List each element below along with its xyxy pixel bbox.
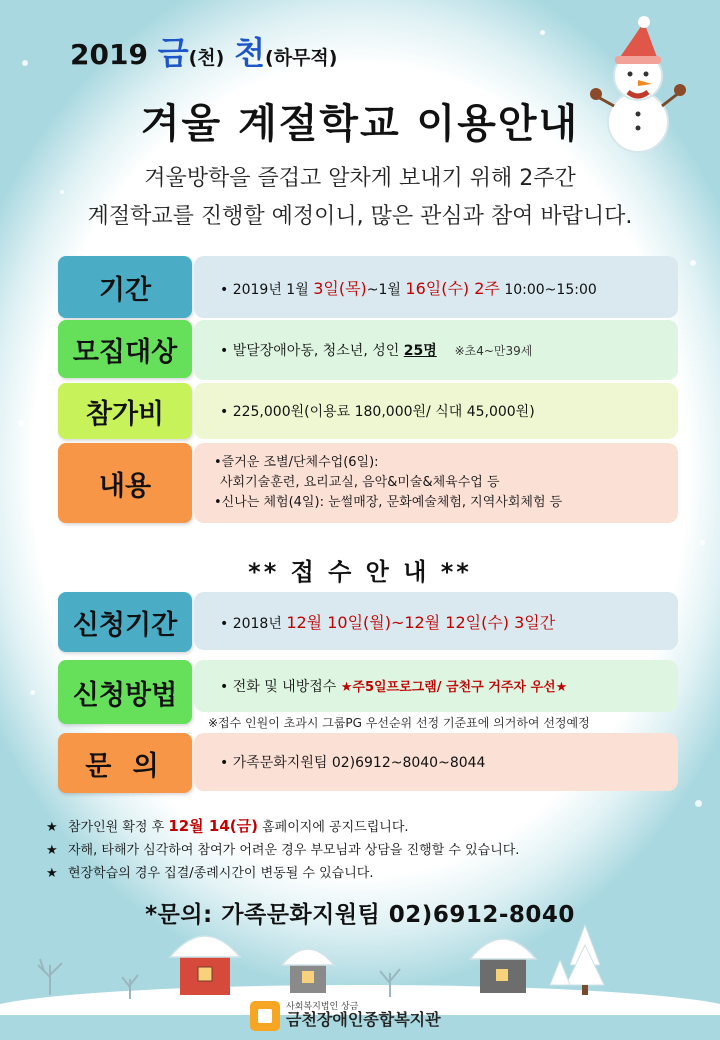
star-icon: ★ bbox=[46, 843, 58, 858]
logo-mark-icon bbox=[250, 1001, 280, 1031]
apply-method-prefix: • 전화 및 내방접수 bbox=[220, 679, 341, 695]
note-text: 참가인원 확정 후 bbox=[68, 820, 169, 835]
note-text-after: 홈페이지에 공지드립니다. bbox=[257, 820, 409, 835]
target-prefix: • 발달장애아동, 청소년, 성인 bbox=[220, 343, 404, 359]
period-start: 3일(목) bbox=[313, 278, 367, 298]
title-year: 2019 bbox=[70, 38, 148, 71]
logo-text bbox=[286, 1003, 441, 1029]
apply-method-priority: ★주5일프로그램/ 금천구 거주자 우선★ bbox=[340, 680, 568, 695]
label-period: 기간 bbox=[58, 256, 192, 318]
apply-period-text bbox=[220, 610, 678, 633]
target-text bbox=[220, 340, 678, 360]
title-year-line bbox=[70, 28, 430, 74]
snowflake bbox=[30, 690, 35, 695]
snowflake bbox=[18, 420, 25, 427]
row-period bbox=[58, 256, 678, 318]
intro-line-2: 계절학교를 진행할 예정이니, 많은 관심과 참여 바랍니다. bbox=[87, 204, 633, 229]
fee-text: • 225,000원(이용료 180,000원/ 식대 45,000원) bbox=[220, 404, 535, 420]
apply-method-note: ※접수 인원이 초과시 그룹PG 우선순위 선정 기준표에 의거하여 선정예정 bbox=[208, 716, 590, 730]
label-inquiry: 문 의 bbox=[58, 733, 192, 793]
panel-content bbox=[194, 443, 678, 523]
title-geum-paren: (천) bbox=[188, 47, 225, 69]
panel-target bbox=[194, 320, 678, 380]
row-fee bbox=[58, 383, 678, 439]
reception-title: ** 접 수 안 내 ** bbox=[248, 558, 472, 586]
snowflake bbox=[690, 260, 696, 266]
panel-apply-period bbox=[194, 592, 678, 650]
label-target: 모집대상 bbox=[58, 320, 192, 378]
label-apply-period: 신청기간 bbox=[58, 592, 192, 652]
intro-text bbox=[0, 160, 720, 236]
organization-logo bbox=[250, 996, 490, 1036]
note-text: 자해, 타해가 심각하여 참여가 어려운 경우 부모님과 상담을 진행할 수 있습니다. bbox=[68, 843, 520, 858]
apply-period-dates: 12월 10일(월)~12월 12일(수) 3일간 bbox=[286, 612, 556, 632]
label-apply-method: 신청방법 bbox=[58, 660, 192, 724]
snowflake bbox=[22, 60, 28, 66]
period-mid: ~1월 bbox=[366, 281, 406, 298]
snowflake bbox=[695, 800, 702, 807]
content-line-1: •즐거운 조별/단체수업(6일): bbox=[214, 455, 379, 470]
period-time: 10:00~15:00 bbox=[499, 281, 597, 298]
period-end: 16일(수) 2주 bbox=[405, 278, 500, 298]
row-inquiry bbox=[58, 733, 678, 793]
logo-subtitle: 사회복지법인 상금 bbox=[286, 1001, 359, 1012]
page-title: 겨울 계절학교 이용안내 bbox=[140, 101, 580, 147]
panel-inquiry bbox=[194, 733, 678, 791]
star-icon: ★ bbox=[46, 866, 58, 881]
snowflake bbox=[700, 540, 705, 545]
period-prefix: • 2019년 1월 bbox=[220, 281, 314, 298]
panel-period bbox=[194, 256, 678, 318]
star-icon: ★ bbox=[46, 820, 58, 835]
note-item bbox=[46, 839, 686, 862]
apply-method-text bbox=[220, 676, 678, 696]
row-apply-period bbox=[58, 592, 678, 652]
target-note: ※초4~만39세 bbox=[454, 344, 533, 358]
apply-period-prefix: • 2018년 bbox=[220, 615, 287, 632]
target-count: 25명 bbox=[403, 343, 437, 359]
intro-line-1: 겨울방학을 즐겁고 알차게 보내기 위해 2주간 bbox=[144, 166, 576, 191]
title-cheon: 천 bbox=[234, 34, 266, 72]
content-line-2: 사회기술훈련, 요리교실, 음악&미술&체육수업 등 bbox=[220, 475, 500, 490]
contact-line: *문의: 가족문화지원팀 02)6912-8040 bbox=[145, 902, 575, 928]
row-target bbox=[58, 320, 678, 380]
note-item bbox=[46, 815, 686, 839]
panel-apply-method bbox=[194, 660, 678, 712]
logo-name: 금천장애인종합복지관 bbox=[286, 1010, 441, 1030]
title-geum: 금 bbox=[157, 34, 189, 72]
row-content bbox=[58, 443, 678, 523]
note-text: 현장학습의 경우 집결/종례시간이 변동될 수 있습니다. bbox=[68, 866, 374, 881]
title-cheon-paren: (하무적) bbox=[265, 47, 338, 69]
note-highlight: 12월 14(금) bbox=[168, 817, 258, 835]
note-item bbox=[46, 862, 686, 885]
label-fee: 참가비 bbox=[58, 383, 192, 439]
period-text bbox=[220, 276, 678, 299]
panel-fee bbox=[194, 383, 678, 439]
snowflake bbox=[540, 30, 545, 35]
notes-list bbox=[46, 815, 686, 885]
label-content: 내용 bbox=[58, 443, 192, 523]
inquiry-text: • 가족문화지원팀 02)6912~8040~8044 bbox=[220, 755, 486, 771]
content-line-3: •신나는 체험(4일): 눈썰매장, 문화예술체험, 지역사회체험 등 bbox=[214, 495, 563, 510]
